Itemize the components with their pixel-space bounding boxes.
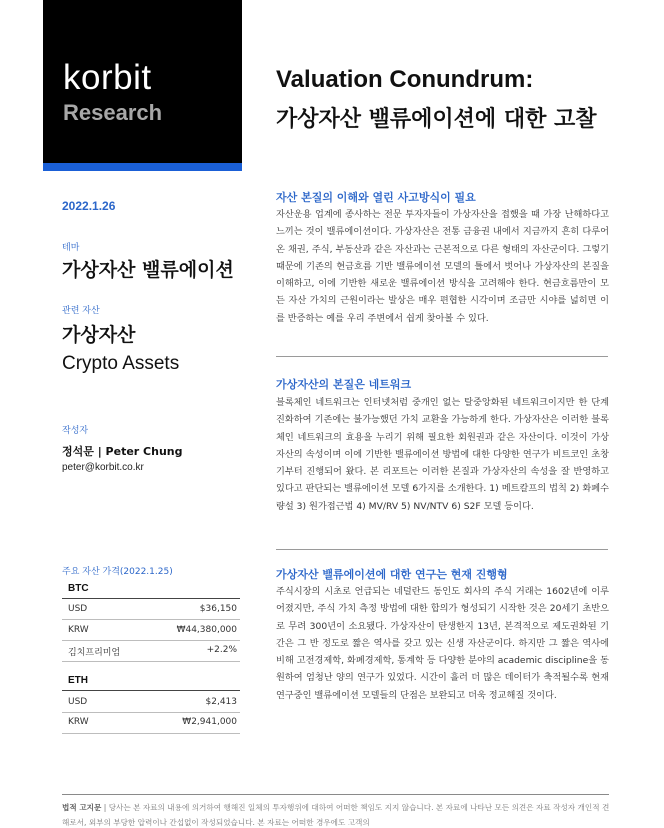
- price-table-rule: [62, 712, 240, 713]
- author-email[interactable]: peter@korbit.co.kr: [62, 462, 144, 473]
- section-heading: 자산 본질의 이해와 열린 사고방식이 필요: [276, 191, 476, 204]
- author-name: 정석문 | Peter Chung: [62, 445, 183, 458]
- price-row-label: KRW: [68, 625, 89, 635]
- price-row-label: KRW: [68, 717, 89, 727]
- price-table-rule: [62, 690, 240, 691]
- price-row: [68, 604, 237, 614]
- price-row-value: ₩2,941,000: [182, 717, 237, 727]
- price-row-value: +2.2%: [206, 645, 237, 655]
- publish-date: 2022.1.26: [62, 199, 116, 213]
- asset-name-eth: ETH: [68, 675, 88, 686]
- legal-disclaimer: [62, 800, 612, 828]
- section-divider: [276, 549, 608, 550]
- section-heading: 가상자산의 본질은 네트워크: [276, 378, 412, 391]
- legal-disclaimer-label: 법적 고지문: [62, 803, 102, 812]
- price-table-rule: [62, 598, 240, 599]
- section-heading: 가상자산 밸류에이션에 대한 연구는 현재 진행형: [276, 568, 508, 581]
- related-asset-label: 관련 자산: [62, 306, 100, 316]
- price-row-label: USD: [68, 697, 88, 707]
- price-table-rule: [62, 619, 240, 620]
- price-row: [68, 645, 237, 658]
- price-table-rule: [62, 661, 240, 662]
- price-row: [68, 717, 237, 727]
- price-row-value: $2,413: [205, 697, 237, 707]
- brand-subtitle: Research: [63, 100, 163, 125]
- footer-rule: [62, 794, 609, 795]
- asset-name-btc: BTC: [68, 583, 89, 594]
- legal-disclaimer-text: | 당사는 본 자료의 내용에 의거하여 행해진 일체의 투자행위에 대하여 어떠한 책임도 지지 않습니다. 본 자료에 나타난 모든 의견은 자료 작성자 개인적 견해로서, 외부의 부당한 압력이나 간섭없이 작성되었습니다. 본 자료는 어떠한 경우에도 고객의: [62, 803, 610, 827]
- brand-logo-block: [43, 0, 242, 163]
- price-table-title: 주요 자산 가격(2022.1.25): [62, 567, 173, 577]
- report-subtitle: 가상자산 밸류에이션에 대한 고찰: [276, 107, 597, 132]
- brand-name: korbit: [63, 58, 152, 97]
- report-title: Valuation Conundrum:: [276, 66, 534, 93]
- theme-label: 테마: [62, 243, 80, 253]
- related-asset-ko: 가상자산: [62, 324, 136, 346]
- price-row-value: ₩44,380,000: [176, 625, 237, 635]
- price-table-rule: [62, 640, 240, 641]
- related-asset-en: Crypto Assets: [62, 353, 180, 374]
- section-divider: [276, 356, 608, 357]
- theme-value: 가상자산 밸류에이션: [62, 259, 234, 281]
- price-row: [68, 697, 237, 707]
- price-row-label: USD: [68, 604, 88, 614]
- brand-accent-bar: [43, 163, 242, 171]
- section-body: 주식시장의 시초로 언급되는 네덜란드 동인도 회사의 주식 거래는 1602년에 이루어졌지만, 주식 가치 측정 방법에 대한 합의가 형성되기 시작한 것은 20세기 초반으로 무려 300년이 소요됐다. 가상자산이 탄생한지 13년, 본격적으로 제도권화된 기간은 그 반 정도로 짧은 역사를 갖고 있는 신생 자산군이다. 하지만 그 짧은 역사에 비해 고전경제학, 화폐경제학, 통계학 등 다양한 분야의 academic discipline을 동원하여 엄청난 양의 연구가 있었다. 시간이 흘러 더 많은 데이터가 축적될수록 현재 연구중인 밸류에이션 모델들의 단점은 보완되고 더욱 정교해질 것이다.: [276, 586, 609, 701]
- author-label: 작성자: [62, 426, 89, 436]
- section-body: 자산운용 업계에 종사하는 전문 투자자들이 가상자산을 접했을 때 가장 난해하다고 느끼는 것이 밸류에이션이다. 가상자산은 전통 금융권 내에서 지금까지 흔히 다루어온 채권, 주식, 부동산과 같은 자산과는 근본적으로 다른 형태의 자산군이다. 그렇기 때문에 기존의 현금흐름 기반 밸류에이션 모델의 틀에서 벗어나 가상자산의 본질을 이해하고, 이에 기반한 새로운 밸류에이션 방식을 고려해야 한다. 현금흐름만이 모든 자산 가치의 근원이라는 발상은 매우 편협한 시각이며 조금만 시야를 넓히면 이를 반증하는 예를 우리 주변에서 쉽게 찾아볼 수 있다.: [276, 209, 609, 324]
- price-row-value: $36,150: [199, 604, 237, 614]
- price-row-label: 김치프리미엄: [68, 648, 121, 658]
- price-table-rule: [62, 733, 240, 734]
- section-body: 블록체인 네트워크는 인터넷처럼 중개인 없는 탈중앙화된 네트워크이지만 한 단계 진화하여 기존에는 불가능했던 가치 교환을 가능하게 한다. 가상자산은 이러한 블록체인 네트워크의 효용을 누리기 위해 필요한 회원권과 같은 자산이다. 이것이 가상자산의 속성이며 이에 기반한 밸류에이션 방법에 대한 다양한 연구가 비트코인 초창기부터 진행되어 왔다. 본 리포트는 이러한 본질과 가상자산의 속성을 잘 반영하고 있다고 판단되는 밸류에이션 모델 6가지를 소개한다. 1) 메트칼프의 법칙 2) 화폐수량설 3) 원가접근법 4) MV/RV 5) NV/NTV 6) S2F 모델 등이다.: [276, 397, 609, 512]
- price-row: [68, 625, 237, 635]
